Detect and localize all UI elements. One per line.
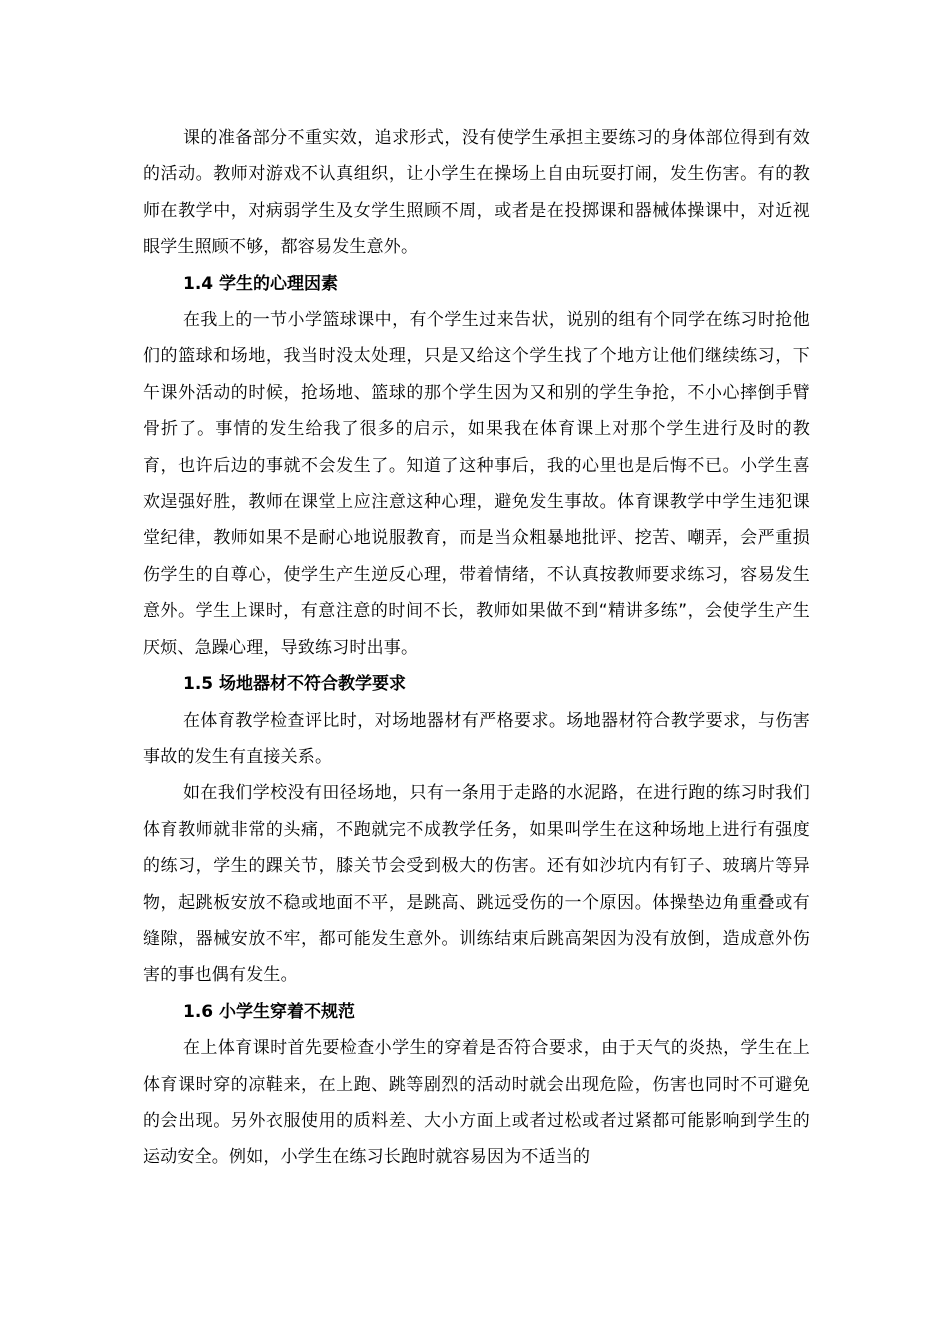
paragraph-psychology: 在我上的一节小学篮球课中，有个学生过来告状，说别的组有个同学在练习时抢他们的篮球和场地，我当时没太处理，只是又给这个学生找了个地方让他们继续练习，下午课外活动的时候，抢场地、篮球的那个学生因为又和别的学生争抢，不小心摔倒手臂骨折了。事情的发生给我了很多的启示，如果我在体育课上对那个学生进行及时的教育，也许后边的事就不会发生了。知道了这种事后，我的心里也是后悔不已。小学生喜欢逞强好胜，教师在课堂上应注意这种心理，避免发生事故。体育课教学中学生违犯课堂纪律，教师如果不是耐心地说服教育，而是当众粗暴地批评、挖苦、嘲弄，会严重损伤学生的自尊心，使学生产生逆反心理，带着情绪，不认真按教师要求练习，容易发生意外。学生上课时，有意注意的时间不长，教师如果做不到“精讲多练”，会使学生产生厌烦、急躁心理，导致练习时出事。 <box>143 310 810 658</box>
document-page <box>143 120 810 1176</box>
paragraph-preparation: 课的准备部分不重实效，追求形式，没有使学生承担主要练习的身体部位得到有效的活动。教师对游戏不认真组织，让小学生在操场上自由玩耍打闹，发生伤害。有的教师在教学中，对病弱学生及女学生照顾不周，或者是在投掷课和器械体操课中，对近视眼学生照顾不够，都容易发生意外。 <box>143 128 810 258</box>
section-heading-1-5: 1.5 场地器材不符合教学要求 <box>183 674 407 695</box>
paragraph-school-field: 如在我们学校没有田径场地，只有一条用于走路的水泥路，在进行跑的练习时我们体育教师就非常的头痛，不跑就完不成教学任务，如果叫学生在这种场地上进行有强度的练习，学生的踝关节，膝关节会受到极大的伤害。还有如沙坑内有钉子、玻璃片等异物，起跳板安放不稳或地面不平，是跳高、跳远受伤的一个原因。体操垫边角重叠或有缝隙，器械安放不牢，都可能发生意外。训练结束后跳高架因为没有放倒，造成意外伤害的事也偶有发生。 <box>143 783 810 986</box>
section-heading-1-6: 1.6 小学生穿着不规范 <box>183 1001 356 1022</box>
section-heading-1-4: 1.4 学生的心理因素 <box>183 273 339 294</box>
paragraph-equipment-requirements: 在体育教学检查评比时，对场地器材有严格要求。场地器材符合教学要求，与伤害事故的发生有直接关系。 <box>143 710 810 767</box>
paragraph-clothing: 在上体育课时首先要检查小学生的穿着是否符合要求，由于天气的炎热，学生在上体育课时穿的凉鞋来，在上跑、跳等剧烈的活动时就会出现危险，伤害也同时不可避免的会出现。另外衣服使用的质料差、大小方面上或者过松或者过紧都可能影响到学生的运动安全。例如，小学生在练习长跑时就容易因为不适当的 <box>143 1038 810 1168</box>
